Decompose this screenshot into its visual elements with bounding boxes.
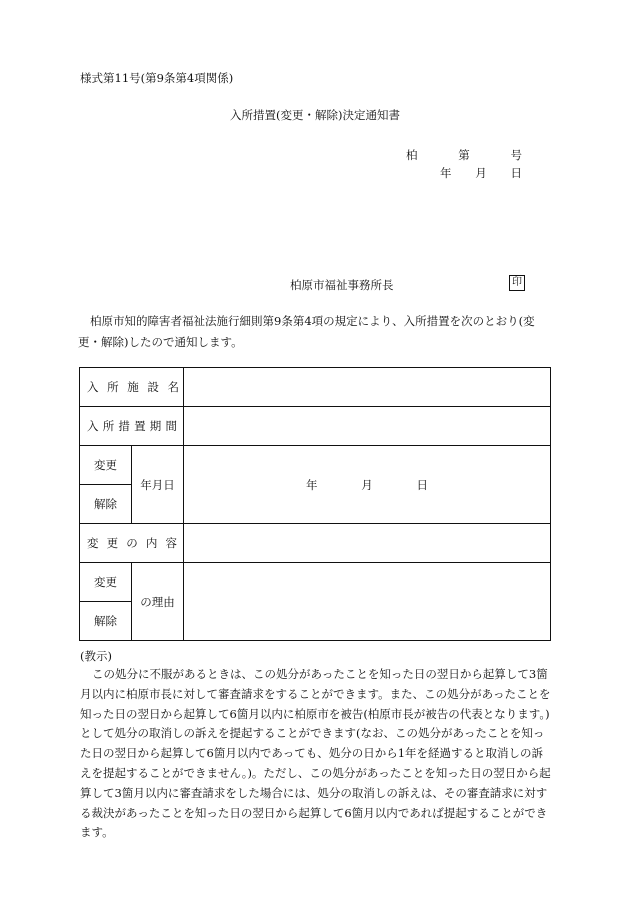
row-period	[80, 407, 551, 446]
instruction-label: (教示)	[80, 649, 112, 663]
issuer-name: 柏原市福祉事務所長	[290, 278, 394, 292]
label-char-facility: 所	[107, 380, 119, 394]
value-content[interactable]	[184, 524, 551, 563]
value-date-year: 年	[306, 477, 318, 492]
label-char-period: 置	[134, 419, 146, 433]
issue-date	[440, 165, 522, 181]
row-date-change	[80, 446, 551, 485]
label-char-content: 更	[106, 536, 119, 550]
row-reason-change	[80, 563, 551, 602]
label-char-period: 入	[87, 419, 99, 433]
label-char-period: 期	[149, 419, 162, 433]
reference-prefix: 柏	[406, 148, 418, 162]
label-char-content: 容	[165, 536, 177, 550]
label-char-facility: 施	[127, 380, 139, 394]
value-facility[interactable]	[184, 368, 551, 407]
label-release-1: 解除	[80, 485, 132, 524]
instruction-paragraph	[80, 665, 552, 843]
label-char-period: 措	[118, 419, 130, 433]
label-content	[80, 524, 184, 563]
issue-date-day: 日	[510, 166, 522, 180]
value-reason[interactable]	[184, 563, 551, 641]
label-char-content: の	[126, 536, 138, 550]
decision-table	[79, 367, 551, 641]
form-number: 様式第11号(第9条第4項関係)	[80, 71, 234, 85]
label-change-1: 変更	[80, 446, 132, 485]
document-title: 入所措置(変更・解除)決定通知書	[230, 108, 400, 122]
row-content	[80, 524, 551, 563]
label-char-facility: 入	[87, 380, 99, 394]
reference-number	[406, 147, 522, 163]
instruction-text: この処分に不服があるときは、この処分があったことを知った日の翌日から起算して3箇月以内に柏原市長に対して審査請求をすることができます。また、この処分があったことを知った日の翌日から起算して6箇月以内に柏原市を被告(柏原市長が被告の代表となります。)として処分の取消しの訴えを提起することができます(なお、この処分があったことを知った日の翌日から起算して6箇月以内であっても、処分の日から1年を経過すると取消しの訴えを提起することができません。)。ただし、この処分があったことを知った日の翌日から起算して3箇月以内に審査請求をした場合には、処分の取消しの訴えは、その審査請求に対する裁決があったことを知った日の翌日から起算して6箇月以内であれば提起することができます。	[80, 667, 551, 840]
label-char-facility: 名	[167, 380, 179, 394]
issue-date-month: 月	[475, 166, 487, 180]
label-date: 年月日	[132, 446, 184, 524]
value-date-day: 日	[416, 477, 428, 492]
label-char-content: 内	[145, 536, 158, 550]
label-reason: の理由	[132, 563, 184, 641]
value-date[interactable]	[184, 446, 551, 524]
label-char-period: 間	[165, 419, 177, 433]
seal-mark: 印	[509, 275, 525, 291]
row-facility	[80, 368, 551, 407]
label-char-content: 変	[87, 536, 99, 550]
notice-text: 柏原市知的障害者福祉法施行細則第9条第4項の規定により、入所措置を次のとおり(変更・解除)したので通知します。	[78, 314, 535, 349]
reference-go: 号	[510, 148, 522, 162]
label-change-2: 変更	[80, 563, 132, 602]
issue-date-year: 年	[440, 166, 452, 180]
label-facility	[80, 368, 184, 407]
label-release-2: 解除	[80, 602, 132, 641]
notice-paragraph	[78, 311, 554, 353]
value-date-month: 月	[361, 477, 373, 492]
value-period[interactable]	[184, 407, 551, 446]
label-char-facility: 設	[147, 380, 159, 394]
label-char-period: 所	[102, 419, 115, 433]
reference-dai: 第	[458, 148, 470, 162]
label-period	[80, 407, 184, 446]
